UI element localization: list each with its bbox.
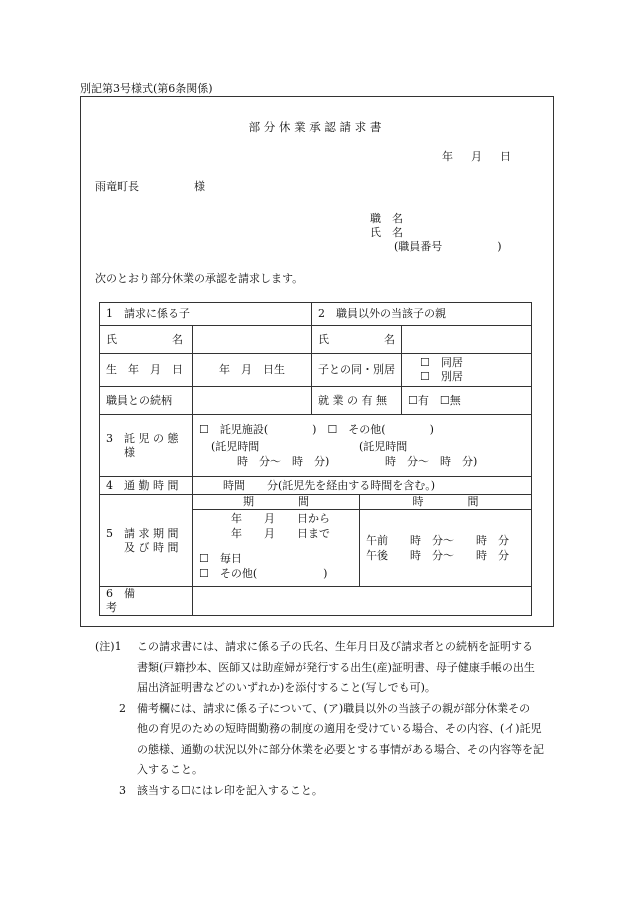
note-3 xyxy=(95,781,555,802)
pm-time[interactable]: 午後 時 分～ 時 分 xyxy=(366,549,509,562)
relation-label: 職員との続柄 xyxy=(100,387,193,415)
other-option[interactable]: ☐ その他( ) xyxy=(199,567,328,580)
note-1-line: この請求書には、請求に係る子の氏名、生年月日及び請求者との続柄を証明する xyxy=(137,640,533,653)
dob-field[interactable]: 年 月 日生 xyxy=(193,354,312,387)
care-label-line1: 3 託 児 の 態 xyxy=(106,431,179,445)
note-2-line: の態様、通勤の状況以外に部分休業を必要とする事情がある場合、その内容等を記 xyxy=(137,742,544,756)
care-time-b: (託児時間 xyxy=(359,440,408,453)
care-time-a-range[interactable]: 時 分～ 時 分) xyxy=(237,455,330,468)
sec2-header: 2 職員以外の当該子の親 xyxy=(312,303,532,326)
period-to[interactable]: 年 月 日まで xyxy=(231,527,330,540)
employment-options[interactable]: ☐有 ☐無 xyxy=(402,387,532,415)
child-name-label: 氏 名 xyxy=(100,326,193,354)
intro-text: 次のとおり部分休業の承認を請求します。 xyxy=(95,272,304,285)
cohabit-label: 子との同・別居 xyxy=(312,354,402,387)
note-1-line: 届出済証明書などのいずれか)を添付すること(写しでも可)。 xyxy=(137,681,436,694)
request-table xyxy=(99,302,532,616)
request-label-line2: 及 び 時 間 xyxy=(124,540,179,554)
note-2-line: 他の育児のための短時間勤務の制度の適用を受けている場合、その内容、(イ)託児 xyxy=(137,722,542,735)
note-1 xyxy=(95,637,555,699)
commute-field[interactable]: 時間 分(託児先を経由する時間を含む。) xyxy=(193,477,532,495)
care-label-line2: 様 xyxy=(124,445,135,459)
note-3-line: 該当する☐にはレ印を記入すること。 xyxy=(137,783,323,797)
date-line: 年 月 日 xyxy=(442,150,511,163)
note-3-number: 3 xyxy=(119,783,126,797)
relation-field[interactable] xyxy=(193,387,312,415)
daily-option[interactable]: ☐ 毎日 xyxy=(199,552,242,565)
time-header: 時 間 xyxy=(360,495,532,510)
remarks-label: 6 備 考 xyxy=(100,587,193,616)
dob-label: 生 年 月 日 xyxy=(100,354,193,387)
position-label: 職 名 xyxy=(370,212,403,225)
note-1-line: 書類(戸籍抄本、医師又は助産婦が発行する出生(産)証明書、母子健康手帳の出生 xyxy=(137,660,535,674)
care-time-a: (託児時間 xyxy=(211,440,260,453)
care-time-b-range[interactable]: 時 分～ 時 分) xyxy=(385,455,478,468)
commute-label: 4 通 勤 時 間 xyxy=(100,477,193,495)
am-time[interactable]: 午前 時 分～ 時 分 xyxy=(366,534,509,547)
employment-label: 就 業 の 有 無 xyxy=(312,387,402,415)
name-label: 氏 名 xyxy=(370,226,403,239)
addressee: 雨竜町長 様 xyxy=(95,180,205,193)
period-from[interactable]: 年 月 日から xyxy=(231,512,330,525)
staff-number: (職員番号 ) xyxy=(394,240,502,253)
note-2 xyxy=(95,699,555,781)
cohabit-option-separate[interactable]: ☐ 別居 xyxy=(420,370,463,383)
remarks-field[interactable] xyxy=(193,587,532,616)
note-2-line: 備考欄には、請求に係る子について、(ア)職員以外の当該子の親が部分休業その xyxy=(137,701,531,715)
request-label-line1: 5 請 求 期 間 xyxy=(106,526,179,540)
notes xyxy=(95,637,555,801)
page-title: 部 分 休 業 承 認 請 求 書 xyxy=(248,120,382,134)
form-label: 別記第3号様式(第6条関係) xyxy=(80,82,213,95)
period-header: 期 間 xyxy=(193,495,360,510)
parent-name-field[interactable] xyxy=(402,326,532,354)
note-2-number: 2 xyxy=(119,701,126,715)
note-2-line: 入すること。 xyxy=(137,763,203,776)
child-name-field[interactable] xyxy=(193,326,312,354)
care-options[interactable]: ☐ 託児施設( ) ☐ その他( ) xyxy=(199,423,434,436)
cohabit-option-same[interactable]: ☐ 同居 xyxy=(420,356,463,369)
parent-name-label: 氏 名 xyxy=(312,326,402,354)
note-1-number: (注)1 xyxy=(95,640,122,653)
sec1-header: 1 請求に係る子 xyxy=(100,303,312,326)
